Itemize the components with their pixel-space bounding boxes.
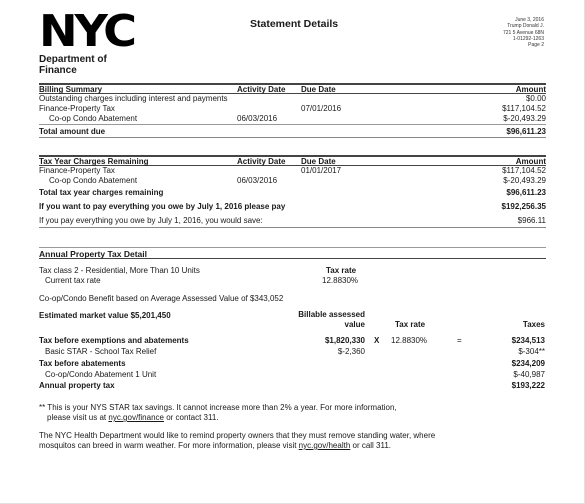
property-address: 721 5 Avenue 68N (502, 29, 544, 36)
star-savings-note: ** This is your NYS STAR tax savings. It cannot increase more than 2% a year. For more information, please visit us at nyc.gov/finance or contact 311. (39, 403, 397, 422)
total-amount-due-row: Total amount due $96,611.23 (39, 124, 546, 138)
estimated-market-value: Estimated market value $5,201,450 (39, 311, 171, 320)
statement-date: June 3, 2016 (515, 17, 544, 23)
page-number: Page 2 (528, 42, 544, 49)
table-row: Co-op Condo Abatement 06/03/2016 $-20,493.29 (49, 114, 546, 123)
billable-assessed-header: Billable assessed value (298, 310, 365, 329)
tax-rate-column-header: Tax rate (395, 320, 426, 329)
savings-row: If you pay everything you owe by July 1, 2016, you would save: $966.11 (39, 214, 546, 228)
annual-tax-detail-title: Annual Property Tax Detail (39, 247, 546, 259)
coop-abatement-label: Co-op/Condo Abatement 1 Unit (45, 370, 157, 379)
owner-name: Trump Donald J. (507, 23, 544, 30)
billing-summary-header: Billing Summary Activity Date Due Date Amount (39, 85, 546, 94)
equals-sign: = (457, 336, 462, 345)
account-info (503, 17, 544, 48)
department-name: Department of Finance (39, 54, 107, 76)
taxes-column-header: Taxes (522, 320, 545, 329)
annual-property-tax-value: $193,222 (511, 381, 545, 390)
billable-value: $1,820,330 (324, 336, 365, 345)
multiply-sign: X (374, 336, 380, 345)
nyc-finance-logo (39, 6, 134, 76)
nyc-logo-text: NYC (39, 6, 134, 57)
coop-abatement-value: $-40,987 (513, 370, 545, 379)
tax-before-abatements-value: $234,209 (511, 359, 545, 368)
star-label: Basic STAR - School Tax Relief (45, 347, 157, 356)
tax-year-charges-remaining (39, 155, 546, 228)
table-row: Outstanding charges including interest and payments $0.00 (39, 94, 546, 103)
page-title: Statement Details (250, 18, 339, 30)
total-remaining-row: Total tax year charges remaining $96,611.23 (39, 188, 546, 197)
tax-before-exemptions-label: Tax before exemptions and abatements (39, 336, 189, 345)
coop-benefit-note: Co-op/Condo Benefit based on Average Assessed Value of $343,052 (39, 294, 284, 303)
tax-rate-header: Tax rate (326, 266, 357, 275)
applied-tax-rate: 12.8830% (391, 336, 428, 345)
remaining-header: Tax Year Charges Remaining Activity Date Due Date Amount (39, 157, 546, 166)
bbl-number: 1-01292-1263 (512, 35, 544, 42)
table-row: Finance-Property Tax 07/01/2016 $117,104.52 (39, 104, 546, 113)
health-department-note: The NYC Health Department would like to remind property owners that they must remove standing water, where mosquitos can breed in warm weather. For more information, please visit nyc.gov/health or call 311. (39, 431, 436, 450)
tax-class: Tax class 2 - Residential, More Than 10 Units (39, 266, 200, 275)
tax-before-exemptions-value: $234,513 (511, 336, 545, 345)
star-tax: $-304** (518, 347, 545, 356)
star-value: $-2,360 (337, 347, 365, 356)
annual-property-tax-label: Annual property tax (39, 381, 115, 390)
current-tax-rate-label: Current tax rate (45, 276, 101, 285)
pay-all-row: If you want to pay everything you owe by July 1, 2016 please pay $192,256.35 (39, 202, 546, 211)
table-row: Co-op Condo Abatement 06/03/2016 $-20,493.29 (49, 176, 546, 185)
finance-link[interactable]: nyc.gov/finance (108, 413, 164, 422)
health-link[interactable]: nyc.gov/health (298, 441, 351, 450)
table-row: Finance-Property Tax 01/01/2017 $117,104.52 (39, 166, 546, 175)
tax-rate-value: 12.8830% (322, 276, 359, 285)
billing-summary (39, 83, 546, 138)
tax-before-abatements-label: Tax before abatements (39, 359, 126, 368)
